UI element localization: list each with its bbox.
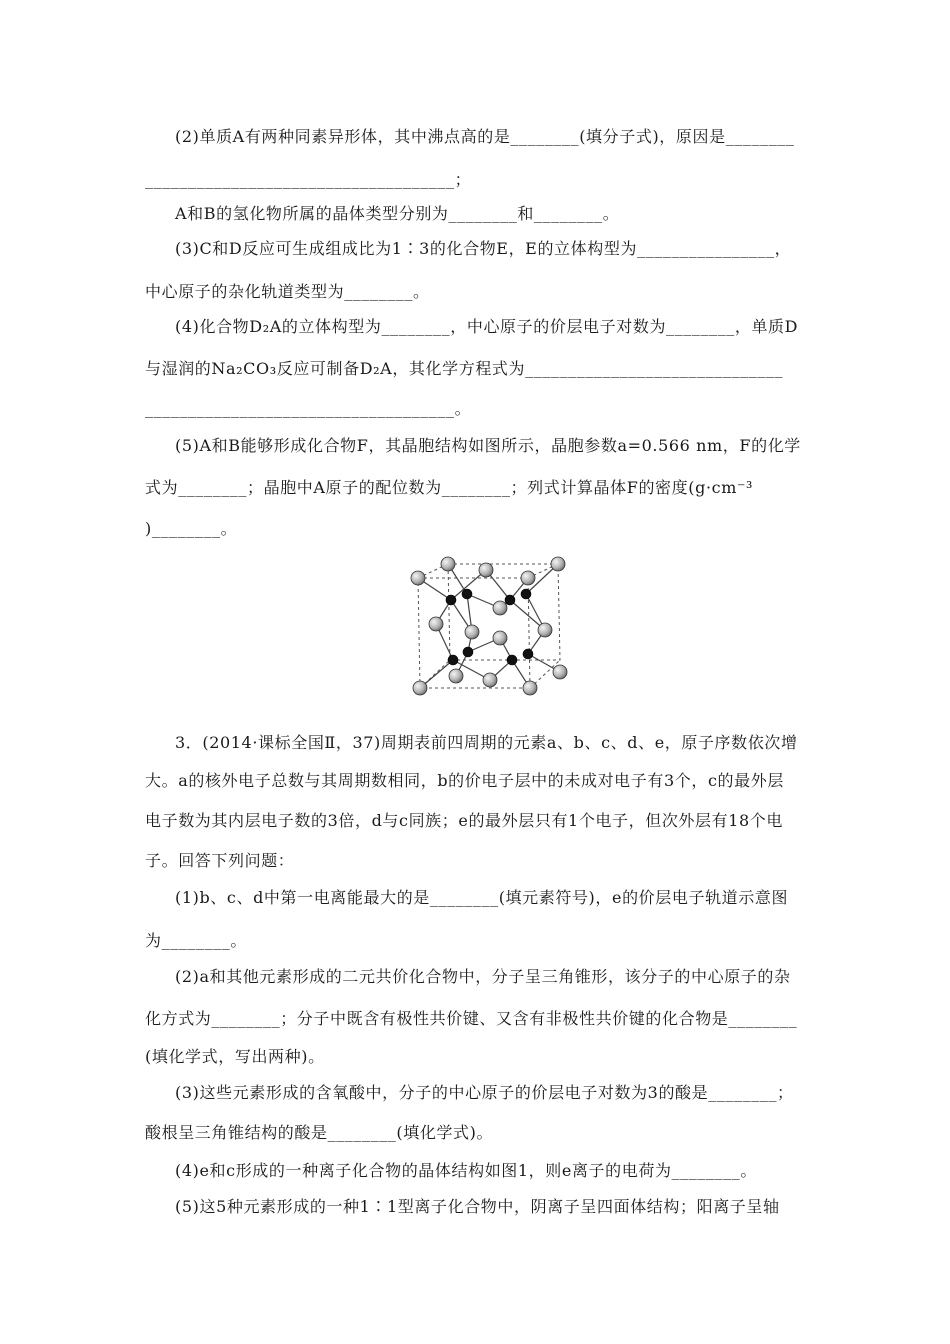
text-line: ____________________________________。 [145, 399, 472, 418]
text-line: 式为________；晶胞中A原子的配位数为________；列式计算晶体F的密度(g·cm⁻³ [145, 478, 754, 497]
text-line: (1)b、c、d中第一电离能最大的是________(填元素符号)，e的价层电子轨道示意图 [175, 888, 789, 907]
text-line: 中心原子的杂化轨道类型为________。 [145, 282, 430, 301]
crystal-structure-figure [400, 552, 580, 702]
text-line: (4)e和c形成的一种离子化合物的晶体结构如图1，则e离子的电荷为________。 [175, 1161, 757, 1180]
text-line: 子。回答下列问题： [145, 851, 295, 870]
text-line: 与湿润的Na₂CO₃反应可制备D₂A，其化学方程式为______________________________ [145, 359, 784, 378]
text-line: (填化学式，写出两种)。 [145, 1047, 325, 1066]
text-line: (3)这些元素形成的含氧酸中，分子的中心原子的价层电子对数为3的酸是________； [175, 1083, 794, 1102]
text-line: (3)C和D反应可生成组成比为1∶3的化合物E，E的立体构型为________________， [175, 239, 792, 258]
text-line: (4)化合物D₂A的立体构型为________，中心原子的价层电子对数为________，单质D [175, 317, 799, 336]
text-line: 化方式为________；分子中既含有极性共价键、又含有非极性共价键的化合物是________ [145, 1009, 798, 1028]
text-line: (5)这5种元素形成的一种1∶1型离子化合物中，阴离子呈四面体结构；阳离子呈轴 [175, 1197, 780, 1216]
text-line: 3．(2014·课标全国Ⅱ，37)周期表前四周期的元素a、b、c、d、e，原子序数依次增 [175, 733, 798, 752]
text-line: (2)a和其他元素形成的二元共价化合物中，分子呈三角锥形，该分子的中心原子的杂 [175, 967, 791, 986]
text-line: 电子数为其内层电子数的3倍，d与c同族；e的最外层只有1个电子，但次外层有18个电 [145, 811, 783, 830]
text-line: (5)A和B能够形成化合物F，其晶胞结构如图所示，晶胞参数a=0.566 nm，F的化学 [175, 436, 801, 455]
text-line: 大。a的核外电子总数与其周期数相同，b的价电子层中的未成对电子有3个，c的最外层 [145, 771, 784, 790]
text-line: 为________。 [145, 931, 247, 950]
small-atoms [446, 589, 533, 665]
text-line: ____________________________________； [145, 170, 472, 189]
text-line: A和B的氢化物所属的晶体类型分别为________和________。 [175, 204, 620, 223]
text-line: 酸根呈三角锥结构的酸是________(填化学式)。 [145, 1123, 494, 1142]
text-line: )________。 [145, 519, 238, 538]
text-line: (2)单质A有两种同素异形体，其中沸点高的是________(填分子式)，原因是________ [175, 127, 795, 146]
